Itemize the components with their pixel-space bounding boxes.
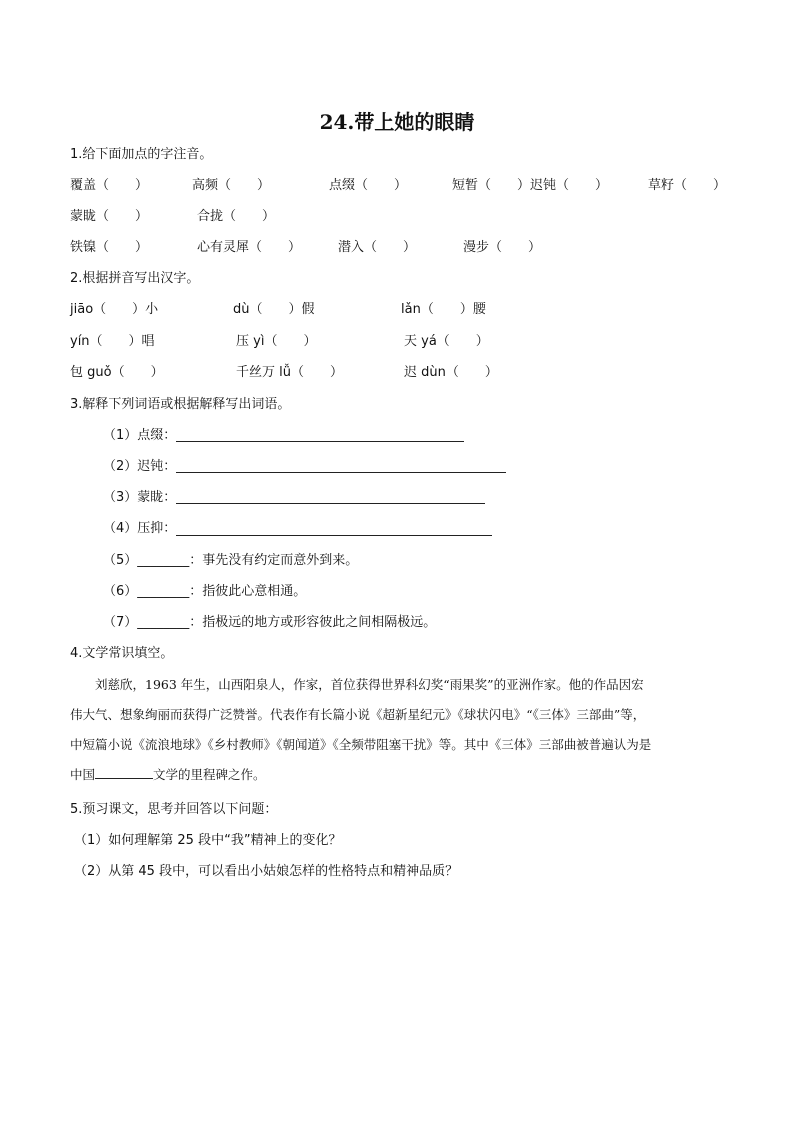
q2-heading: 2.根据拼音写出汉字。 — [70, 271, 200, 286]
q3-item-label: （1）点缀： — [103, 428, 177, 443]
q1-item: 潜入（ ） — [338, 240, 417, 255]
q3-item-label: （4）压抑： — [103, 521, 177, 536]
q2-item: dù（ ）假 — [233, 302, 315, 317]
q2-item: yín（ ）唱 — [70, 334, 155, 349]
q2-item: 迟 dùn（ ） — [404, 365, 498, 380]
q1-item: 高频（ ） — [192, 178, 271, 193]
q4-passage-line: 中短篇小说《流浪地球》《乡村教师》《朝闻道》《全频带阻塞干扰》等。其中《三体》三部曲被普遍认为是 — [70, 737, 652, 752]
q4-passage-prefix: 中国 — [70, 767, 96, 782]
q1-item: 短暂（ ）迟钝（ ） — [452, 178, 609, 193]
q5-item: （2）从第 45 段中，可以看出小姑娘怎样的性格特点和精神品质？ — [74, 864, 459, 879]
q2-item: lǎn（ ）腰 — [401, 302, 486, 317]
q3-heading: 3.解释下列词语或根据解释写出词语。 — [70, 397, 291, 412]
q3-item-label: （3）蒙眬： — [103, 490, 177, 505]
q1-heading: 1.给下面加点的字注音。 — [70, 147, 213, 162]
q1-item: 草籽（ ） — [648, 178, 727, 193]
q4-passage — [70, 670, 722, 790]
q3-item: （5）________：事先没有约定而意外到来。 — [103, 553, 359, 568]
q2-item: jiāo（ ）小 — [70, 302, 159, 317]
q2-item: 天 yá（ ） — [404, 334, 489, 349]
q4-passage-suffix: 文学的里程碑之作。 — [153, 767, 266, 782]
q5-item: （1）如何理解第 25 段中“我”精神上的变化？ — [74, 833, 342, 848]
q3-item: （7）________：指极远的地方或形容彼此之间相隔极远。 — [103, 615, 437, 630]
q3-item: （6）________：指彼此心意相通。 — [103, 584, 307, 599]
q1-item: 心有灵犀（ ） — [197, 240, 302, 255]
q1-item: 漫步（ ） — [463, 240, 542, 255]
q2-item: 包 guǒ（ ） — [70, 365, 164, 380]
q2-item: 压 yì（ ） — [236, 334, 317, 349]
q1-item: 蒙眬（ ） — [70, 209, 149, 224]
page-title: 24.带上她的眼睛 — [319, 110, 475, 134]
q4-heading: 4.文学常识填空。 — [70, 646, 174, 661]
fill-blank[interactable] — [95, 766, 153, 779]
answer-line[interactable] — [176, 503, 485, 504]
q3-item-label: （2）迟钝： — [103, 459, 177, 474]
q1-item: 点缀（ ） — [329, 178, 408, 193]
q1-item: 覆盖（ ） — [70, 178, 149, 193]
q5-heading: 5.预习课文，思考并回答以下问题： — [70, 802, 278, 817]
answer-line[interactable] — [176, 535, 492, 536]
q4-passage-line: 伟大气、想象绚丽而获得广泛赞誉。代表作有长篇小说《超新星纪元》《球状闪电》“《三体》三部曲”等， — [70, 707, 646, 722]
q4-passage-line: 刘慈欣，1963 年生，山西阳泉人，作家，首位获得世界科幻奖“雨果奖”的亚洲作家。他的作品因宏 — [95, 677, 644, 692]
q2-item: 千丝万 lǚ（ ） — [236, 365, 343, 380]
q1-item: 铁镍（ ） — [70, 240, 149, 255]
q1-item: 合拢（ ） — [197, 209, 276, 224]
answer-line[interactable] — [176, 472, 506, 473]
answer-line[interactable] — [176, 441, 464, 442]
